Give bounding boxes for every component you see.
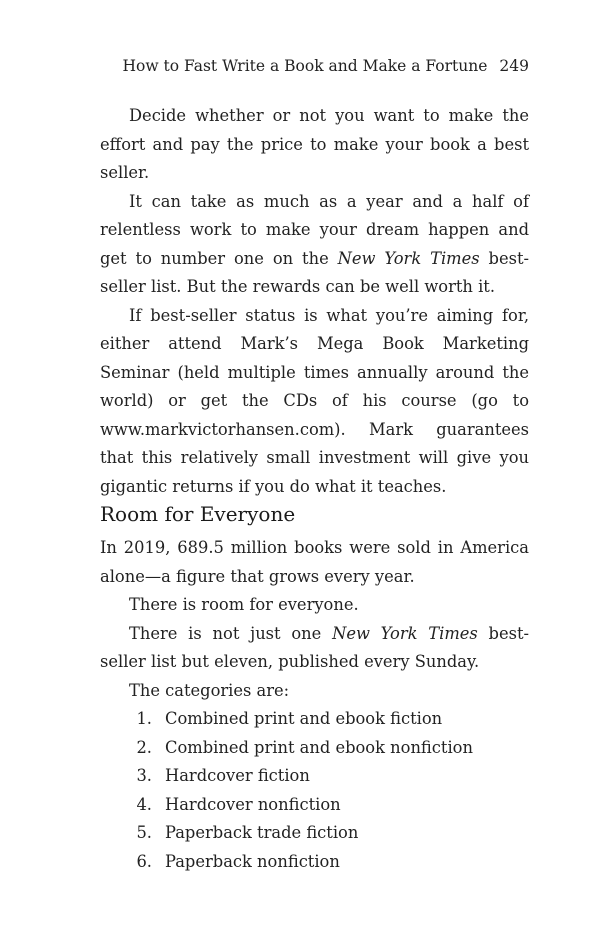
list-item: [100, 848, 529, 877]
list-item: [100, 791, 529, 820]
list-number: 2.: [136, 737, 152, 757]
text-run: There is not just one: [129, 623, 333, 643]
running-head: [122, 57, 529, 75]
list-label: Hardcover fiction: [165, 766, 310, 785]
paragraph: There is room for everyone.: [129, 595, 359, 614]
category-list: [100, 705, 529, 876]
italic-title: New York Times: [332, 623, 478, 643]
list-item: [100, 762, 529, 791]
list-label: Combined print and ebook nonfiction: [165, 737, 473, 757]
text-run: It can take as much as a year and a half of relentless work to make your dream happen and get to number one on the: [100, 191, 529, 268]
running-head-title: How to Fast Write a Book and Make a Fortune: [122, 57, 488, 75]
list-number: 4.: [136, 794, 152, 814]
paragraph: The categories are:: [129, 680, 290, 700]
text-run: best-seller list. But the rewards can be well worth it.: [100, 248, 530, 296]
paragraph: [100, 620, 529, 677]
section-body-2: [100, 534, 529, 876]
list-number: 5.: [136, 823, 152, 842]
section-heading: Room for Everyone: [100, 502, 296, 526]
list-label: Paperback trade fiction: [165, 823, 359, 842]
paragraph: [100, 188, 529, 302]
section-body-1: [100, 102, 529, 501]
paragraph: If best-seller status is what you’re aiming for, either attend Mark’s Mega Book Marketing Seminar (held multiple times annually around the world) or get the CDs of his course (go to www.markvictorhansen.com). Mark guarantees that this relatively small investment will give you gigantic returns if you do what it teaches.: [100, 305, 529, 496]
paragraph: In 2019, 689.5 million books were sold in America alone—a figure that grows every year.: [100, 538, 529, 586]
list-number: 3.: [136, 766, 152, 785]
list-label: Hardcover nonfiction: [165, 794, 341, 814]
list-label: Paperback nonfiction: [165, 851, 340, 871]
page-number: 249: [499, 57, 529, 75]
list-label: Combined print and ebook fiction: [165, 709, 443, 728]
list-item: [100, 819, 529, 848]
list-item: [100, 734, 529, 763]
list-number: 1.: [136, 709, 152, 728]
list-number: 6.: [136, 851, 152, 871]
list-item: [100, 705, 529, 734]
paragraph: Decide whether or not you want to make the effort and pay the price to make your book a best seller.: [100, 106, 529, 182]
text-run: best-seller list but eleven, published every Sunday.: [100, 623, 529, 671]
italic-title: New York Times: [337, 248, 480, 268]
